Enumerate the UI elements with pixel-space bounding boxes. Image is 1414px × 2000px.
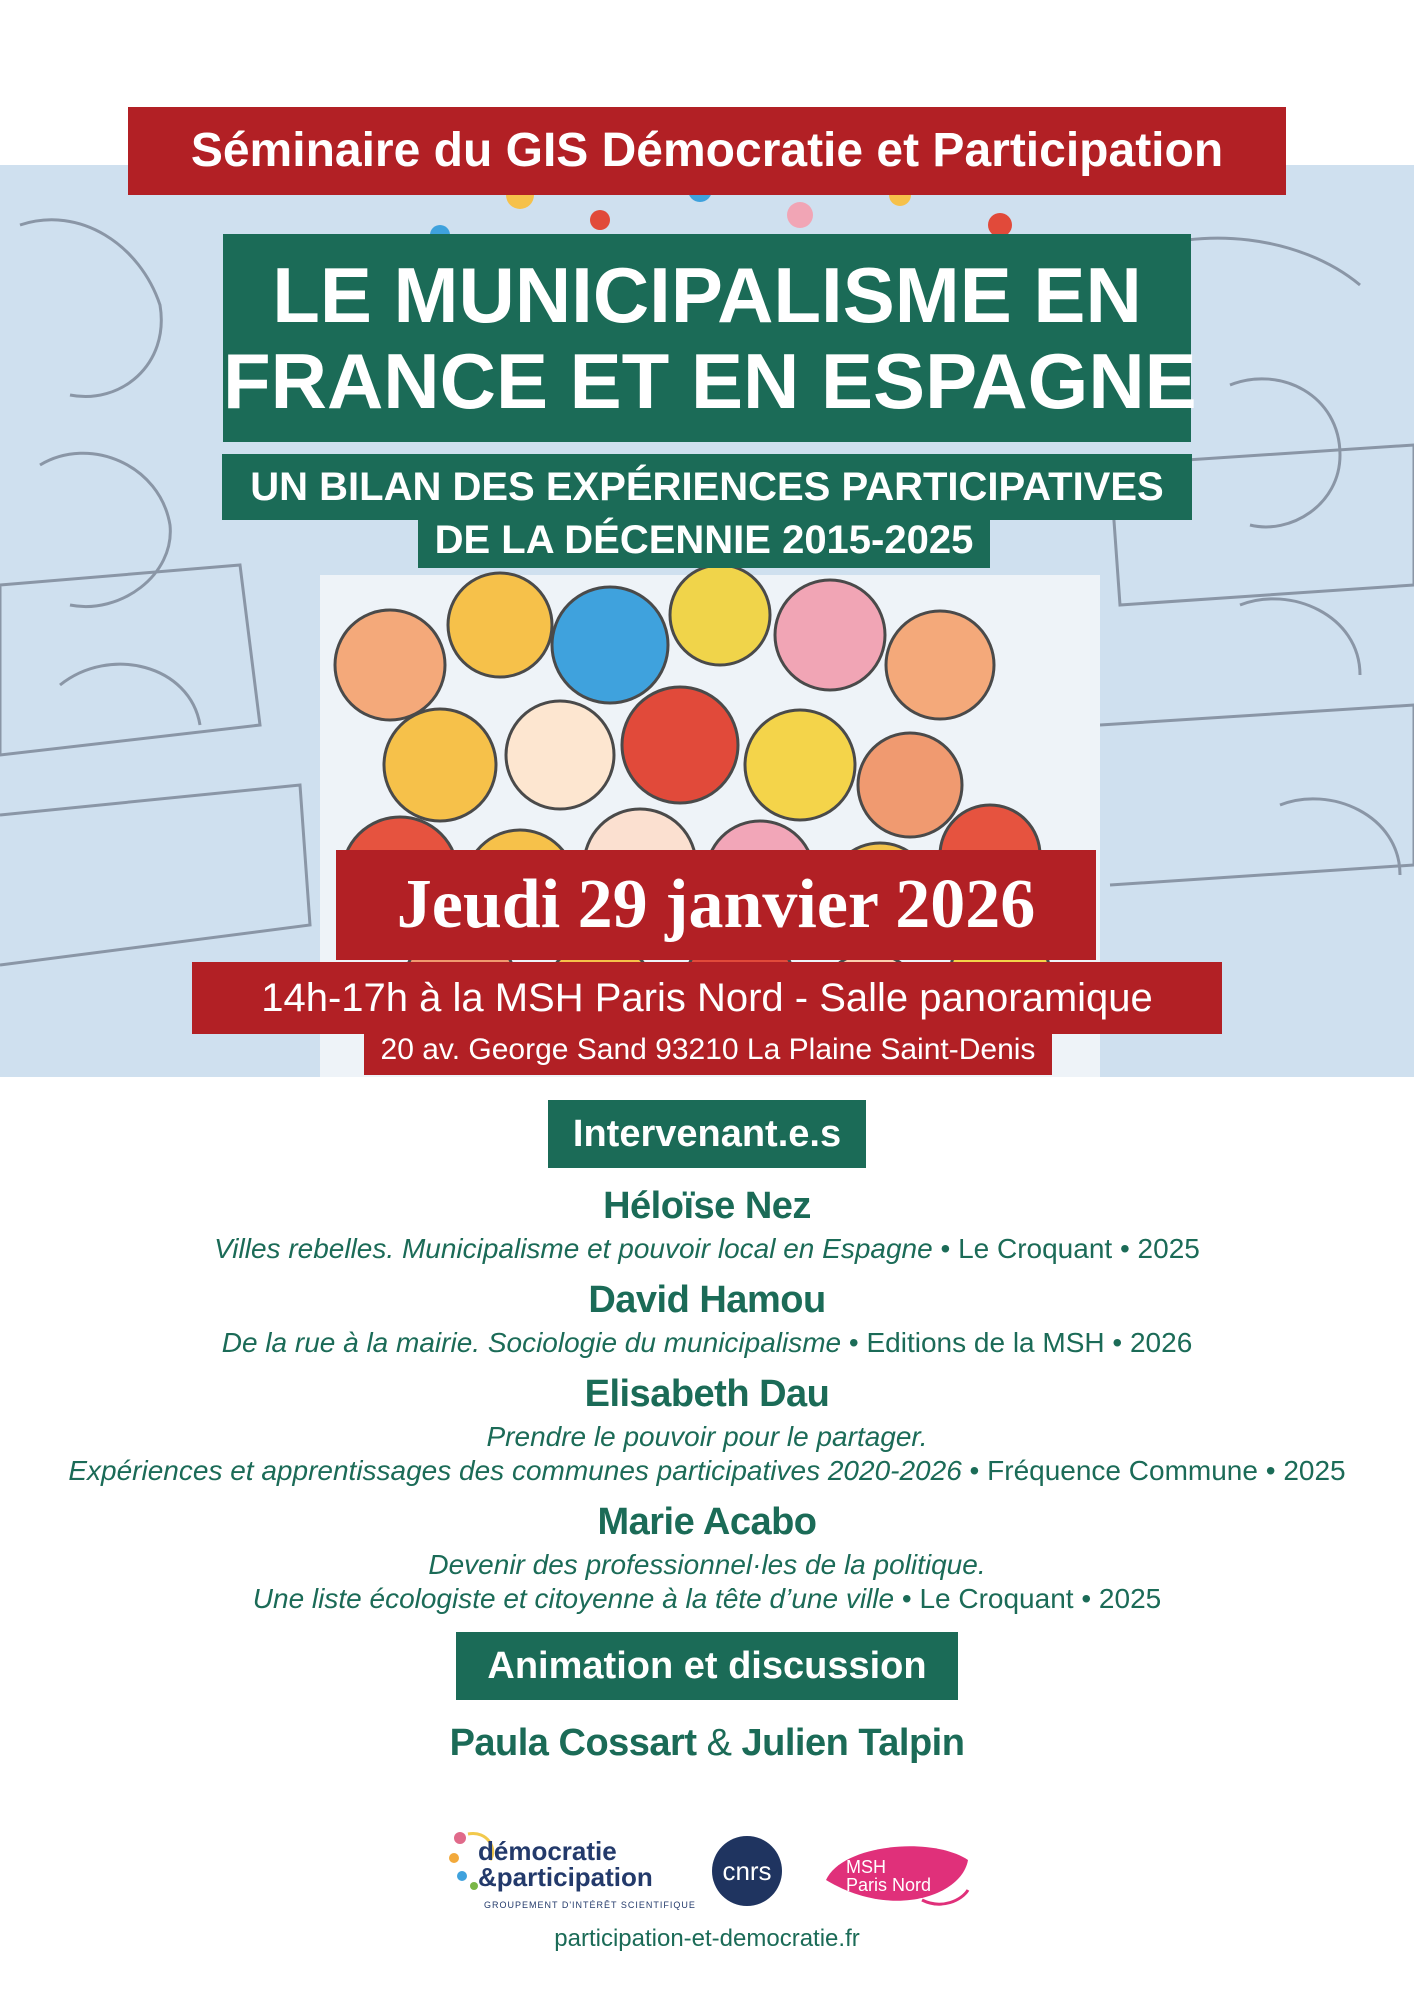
year: 2025 [1283, 1455, 1346, 1486]
seminar-banner [128, 107, 1286, 195]
title-line-2: FRANCE ET EN ESPAGNE [223, 337, 1197, 425]
book-title: Expériences et apprentissages des communes participatives 2020-2026 [68, 1455, 962, 1486]
publisher: Fréquence Commune [987, 1455, 1258, 1486]
moderators [0, 1715, 1414, 1771]
book-title: Une liste écologiste et citoyenne à la tête d’une ville [252, 1583, 895, 1614]
main-title [223, 234, 1197, 442]
dp-logo-subtitle: GROUPEMENT D'INTÉRÊT SCIENTIFIQUE [484, 1900, 696, 1910]
speaker-book-line-1: Devenir des professionnel·les de la politique. [428, 1549, 986, 1580]
animation-heading: Animation et discussion [456, 1632, 958, 1700]
website-link[interactable]: participation-et-democratie.fr [554, 1925, 860, 1952]
speaker-name: David Hamou [588, 1279, 826, 1321]
speakers-list [0, 1180, 1414, 1624]
speaker-item [0, 1274, 1414, 1360]
moderator-name: Julien Talpin [741, 1722, 965, 1764]
dp-logo-text: démocratie &participation [478, 1836, 653, 1892]
speaker-book-line-1: Prendre le pouvoir pour le partager. [486, 1421, 928, 1452]
democratie-participation-logo [440, 1820, 696, 1920]
speaker-book: De la rue à la mairie. Sociologie du municipalisme • Editions de la MSH • 2026 [221, 1327, 1193, 1358]
year: 2025 [1137, 1233, 1200, 1264]
speaker-name: Marie Acabo [597, 1501, 817, 1543]
msh-logo-text: MSH Paris Nord [846, 1857, 932, 1895]
publisher: Le Croquant [919, 1583, 1074, 1614]
title-line-1: LE MUNICIPALISME EN [272, 251, 1142, 339]
subtitle-line-1: UN BILAN DES EXPÉRIENCES PARTICIPATIVES [222, 454, 1192, 520]
moderator-name: Paula Cossart [449, 1722, 697, 1764]
speaker-book: Une liste écologiste et citoyenne à la tête d’une ville • Le Croquant • 2025 [252, 1583, 1162, 1614]
speaker-item [0, 1368, 1414, 1488]
partner-logos [440, 1820, 1000, 1930]
publisher: Le Croquant [958, 1233, 1113, 1264]
speaker-name: Héloïse Nez [603, 1185, 811, 1227]
subtitle-line-2: DE LA DÉCENNIE 2015-2025 [418, 512, 990, 568]
book-title: Villes rebelles. Municipalisme et pouvoir local en Espagne [214, 1233, 933, 1264]
year: 2025 [1098, 1583, 1162, 1614]
speaker-item [0, 1180, 1414, 1266]
year: 2026 [1129, 1327, 1193, 1358]
speaker-book: Expériences et apprentissages des communes participatives 2020-2026 • Fréquence Commune • 2025 [68, 1455, 1346, 1486]
msh-paris-nord-logo [822, 1840, 972, 1912]
event-date: Jeudi 29 janvier 2026 [336, 850, 1096, 960]
ampersand: & [706, 1722, 732, 1764]
publisher: Editions de la MSH [866, 1327, 1105, 1358]
book-title: De la rue à la mairie. Sociologie du municipalisme [221, 1327, 842, 1358]
speaker-item [0, 1496, 1414, 1616]
seminar-text: Séminaire du GIS Démocratie et Participation [190, 124, 1224, 177]
speaker-book: Villes rebelles. Municipalisme et pouvoir local en Espagne • Le Croquant • 2025 [214, 1233, 1200, 1264]
speaker-name: Elisabeth Dau [584, 1373, 830, 1415]
event-time-place: 14h-17h à la MSH Paris Nord - Salle panoramique [192, 962, 1222, 1034]
cnrs-logo: cnrs [712, 1836, 782, 1906]
event-address: 20 av. George Sand 93210 La Plaine Saint-Denis [364, 1025, 1052, 1075]
speakers-heading: Intervenant.e.s [548, 1100, 866, 1168]
